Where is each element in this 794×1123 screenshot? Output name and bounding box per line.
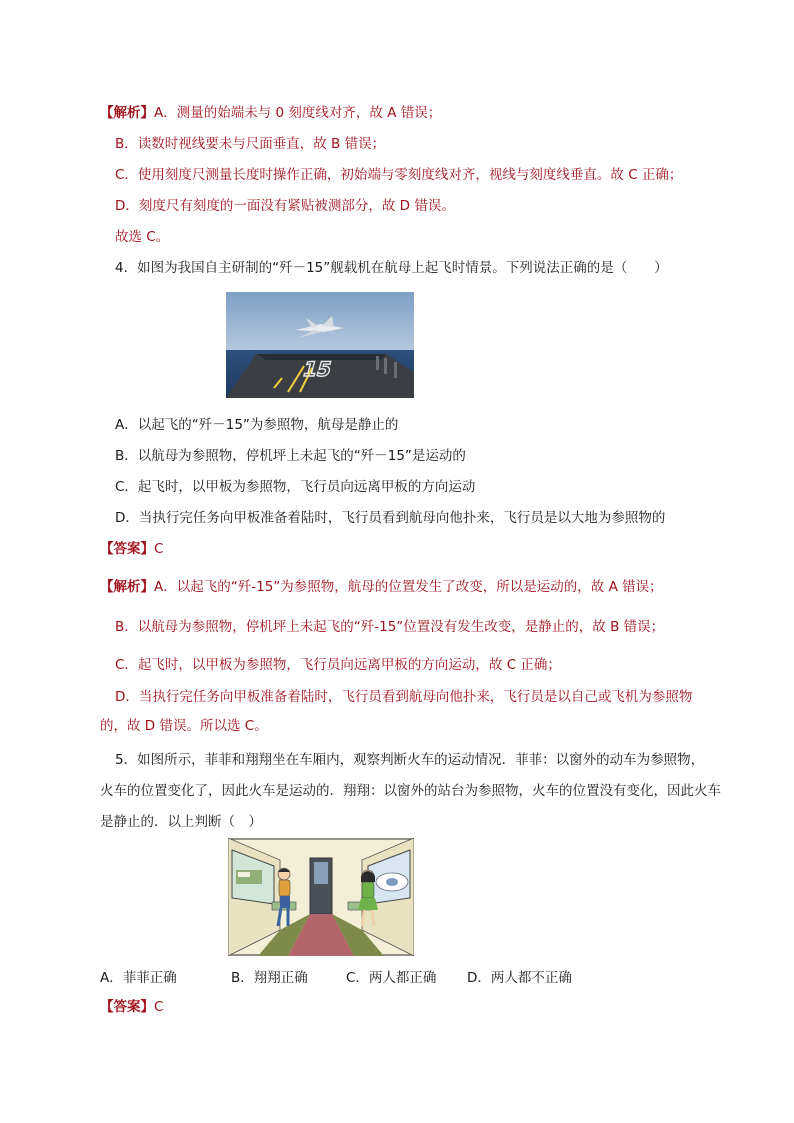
explanation-line: B．以航母为参照物，停机坪上未起飞的“歼-15”位置没有发生改变，是静止的，故 B 错误； <box>115 619 665 635</box>
explanation-tag: 【解析】 <box>100 579 154 595</box>
option-d: D．当执行完任务向甲板准备着陆时，飞行员看到航母向他扑来，飞行员是以大地为参照物的 <box>115 510 666 526</box>
question-4-stem: 4．如图为我国自主研制的“歼－15”舰载机在航母上起飞时情景。下列说法正确的是（ ） <box>115 260 668 276</box>
explanation-line <box>100 104 441 122</box>
carrier-jet-illustration <box>226 292 414 398</box>
train-cabin-illustration <box>228 838 414 956</box>
option-b: B．以航母为参照物，停机坪上未起飞的“歼－15”是运动的 <box>115 448 466 464</box>
deck-number: 15 <box>300 357 335 381</box>
explanation-line: C．起飞时，以甲板为参照物，飞行员向远离甲板的方向运动，故 C 正确； <box>115 657 561 673</box>
question-5-stem: 是静止的．以上判断（ ） <box>100 814 262 830</box>
explanation-tag: 【解析】 <box>100 105 154 121</box>
explanation-line: D．刻度尺有刻度的一面没有紧贴被测部分，故 D 错误。 <box>115 198 455 214</box>
option-c: C．两人都正确 <box>346 970 437 986</box>
explanation-line: C．使用刻度尺测量长度时操作正确，初始端与零刻度线对齐，视线与刻度线垂直。故 C 正确； <box>115 167 683 183</box>
option-a: A．以起飞的“歼－15”为参照物，航母是静止的 <box>115 417 399 433</box>
explanation-text: A．以起飞的“歼-15”为参照物，航母的位置发生了改变，所以是运动的，故 A 错误； <box>154 579 663 595</box>
question-5-options <box>100 966 572 986</box>
option-c: C．起飞时，以甲板为参照物，飞行员向远离甲板的方向运动 <box>115 479 476 495</box>
answer-line <box>100 540 163 558</box>
answer-tag: 【答案】 <box>100 541 154 557</box>
answer-tag: 【答案】 <box>100 999 154 1015</box>
carrier-jet-figure <box>226 292 414 398</box>
conclusion-line: 故选 C。 <box>115 229 170 245</box>
option-a: A．菲菲正确 <box>100 970 177 986</box>
answer-line <box>100 998 163 1016</box>
question-5-stem: 5．如图所示，菲菲和翔翔坐在车厢内，观察判断火车的运动情况．菲菲：以窗外的动车为参照物， <box>115 752 705 768</box>
explanation-line <box>100 578 663 596</box>
explanation-line: B．读数时视线要未与尺面垂直，故 B 错误； <box>115 136 386 152</box>
explanation-line: 的，故 D 错误。所以选 C。 <box>100 718 268 734</box>
answer-value: C <box>154 541 164 557</box>
question-5-stem: 火车的位置变化了，因此火车是运动的．翔翔：以窗外的站台为参照物，火车的位置没有变化，因此火车 <box>100 783 721 799</box>
explanation-text: A．测量的始端未与 0 刻度线对齐，故 A 错误； <box>154 105 442 121</box>
explanation-line: D．当执行完任务向甲板准备着陆时，飞行员看到航母向他扑来，飞行员是以自己或飞机为参照物 <box>115 689 693 705</box>
option-d: D．两人都不正确 <box>467 970 572 986</box>
option-b: B．翔翔正确 <box>231 970 308 986</box>
train-cabin-figure <box>228 838 414 956</box>
answer-value: C <box>154 999 164 1015</box>
